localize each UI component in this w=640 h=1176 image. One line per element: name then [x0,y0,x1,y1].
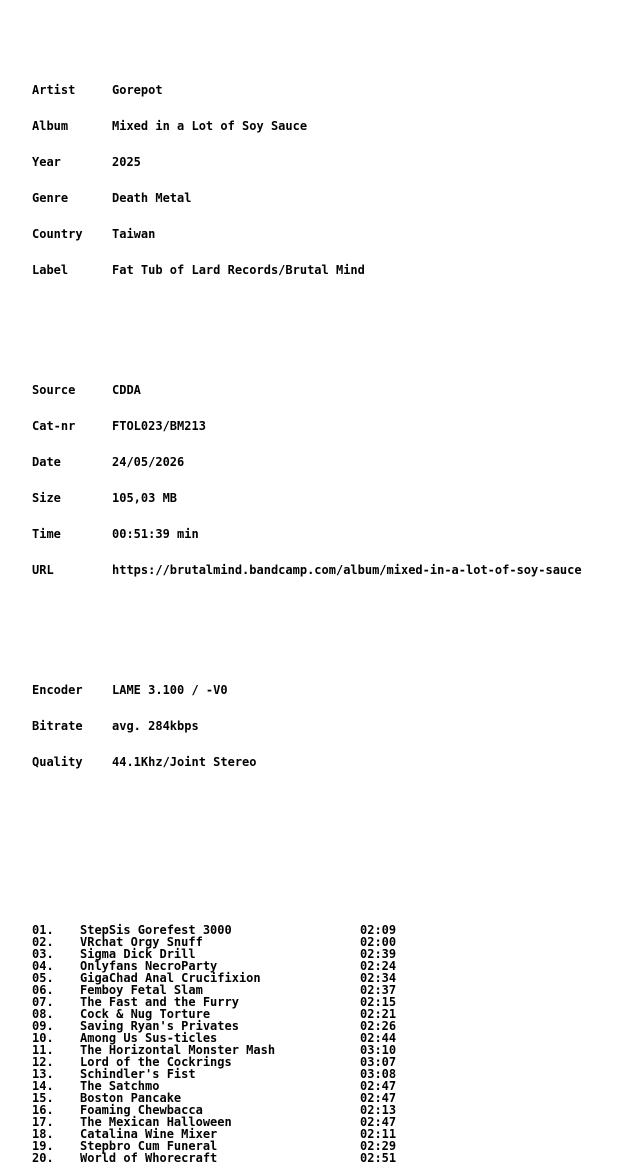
time-row [32,528,582,540]
track-row [32,1020,582,1032]
track-row [32,1032,582,1044]
genre-value: Death Metal [112,191,192,205]
size-row [32,492,582,504]
track-title: VRchat Orgy Snuff [80,935,203,949]
track-row [32,1056,582,1068]
country-label: Country [32,227,83,241]
genre-label: Genre [32,191,69,205]
track-title: Among Us Sus-ticles [80,1031,218,1045]
track-duration: 02:15 [360,995,397,1009]
track-number: 17. [32,1115,54,1129]
track-title: Lord of the Cockrings [80,1055,232,1069]
track-duration: 02:13 [360,1103,397,1117]
track-title: Cock & Nug Torture [80,1007,211,1021]
track-duration: 02:09 [360,923,397,937]
track-number: 04. [32,959,54,973]
track-duration: 02:51 [360,1151,397,1165]
track-number: 09. [32,1019,54,1033]
track-number: 10. [32,1031,54,1045]
track-title: Schindler's Fist [80,1067,196,1081]
track-title: Stepbro Cum Funeral [80,1139,218,1153]
track-row [32,996,582,1008]
track-title: Saving Ryan's Privates [80,1019,239,1033]
nfo-document [32,36,582,1176]
track-number: 05. [32,971,54,985]
track-title: The Fast and the Furry [80,995,239,1009]
spacer [32,324,582,336]
track-duration: 02:34 [360,971,397,985]
bitrate-value: avg. 284kbps [112,719,199,733]
track-duration: 02:39 [360,947,397,961]
track-duration: 02:47 [360,1091,397,1105]
source-value: CDDA [112,383,141,397]
year-row [32,156,582,168]
track-number: 14. [32,1079,54,1093]
track-title: Onlyfans NecroParty [80,959,218,973]
track-number: 12. [32,1055,54,1069]
quality-label: Quality [32,755,83,769]
time-value: 00:51:39 min [112,527,199,541]
track-duration: 03:10 [360,1043,397,1057]
track-number: 13. [32,1067,54,1081]
encoder-label: Encoder [32,683,83,697]
catnr-value: FTOL023/BM213 [112,419,206,433]
url-label: URL [32,563,54,577]
encoder-row [32,684,582,696]
track-number: 20. [32,1151,54,1165]
tracklist [32,924,582,1164]
album-label: Album [32,119,69,133]
bitrate-label: Bitrate [32,719,83,733]
track-duration: 02:44 [360,1031,397,1045]
track-row [32,984,582,996]
encoder-value: LAME 3.100 / -V0 [112,683,228,697]
date-row [32,456,582,468]
track-row [32,1104,582,1116]
source-info-block [32,360,582,600]
artist-row [32,84,582,96]
album-value: Mixed in a Lot of Soy Sauce [112,119,308,133]
track-title: The Satchmo [80,1079,160,1093]
label-value: Fat Tub of Lard Records/Brutal Mind [112,263,365,277]
date-value: 24/05/2026 [112,455,185,469]
track-row [32,960,582,972]
track-number: 06. [32,983,54,997]
track-duration: 02:37 [360,983,397,997]
size-value: 105,03 MB [112,491,178,505]
catnr-row [32,420,582,432]
track-row [32,1092,582,1104]
track-number: 08. [32,1007,54,1021]
size-label: Size [32,491,61,505]
release-info-block [32,60,582,300]
track-duration: 02:00 [360,935,397,949]
spacer [32,624,582,636]
encoding-info-block [32,660,582,792]
track-number: 07. [32,995,54,1009]
track-row [32,1008,582,1020]
track-row [32,972,582,984]
track-row [32,948,582,960]
country-value: Taiwan [112,227,156,241]
year-label: Year [32,155,61,169]
track-number: 01. [32,923,54,937]
track-row [32,936,582,948]
source-row [32,384,582,396]
catnr-label: Cat-nr [32,419,76,433]
quality-row [32,756,582,768]
track-number: 18. [32,1127,54,1141]
track-title: Foaming Chewbacca [80,1103,203,1117]
track-duration: 02:21 [360,1007,397,1021]
track-row [32,1044,582,1056]
track-duration: 02:24 [360,959,397,973]
track-title: The Horizontal Monster Mash [80,1043,276,1057]
track-title: StepSis Gorefest 3000 [80,923,232,937]
track-number: 03. [32,947,54,961]
track-row [32,1140,582,1152]
bitrate-row [32,720,582,732]
track-title: Catalina Wine Mixer [80,1127,218,1141]
track-row [32,1128,582,1140]
artist-value: Gorepot [112,83,163,97]
track-title: GigaChad Anal Crucifixion [80,971,261,985]
track-duration: 03:08 [360,1067,397,1081]
track-row [32,1068,582,1080]
track-duration: 02:47 [360,1079,397,1093]
track-title: World of Whorecraft [80,1151,218,1165]
track-row [32,1116,582,1128]
url-value: https://brutalmind.bandcamp.com/album/mixed-in-a-lot-of-soy-sauce [112,563,582,577]
track-number: 11. [32,1043,54,1057]
track-row [32,924,582,936]
track-duration: 02:29 [360,1139,397,1153]
spacer [32,816,582,900]
track-title: Sigma Dick Drill [80,947,196,961]
track-title: Femboy Fetal Slam [80,983,203,997]
source-label: Source [32,383,76,397]
track-title: Boston Pancake [80,1091,182,1105]
track-row [32,1080,582,1092]
album-row [32,120,582,132]
url-row [32,564,582,576]
country-row [32,228,582,240]
quality-value: 44.1Khz/Joint Stereo [112,755,257,769]
time-label: Time [32,527,61,541]
track-number: 02. [32,935,54,949]
artist-label: Artist [32,83,76,97]
track-number: 19. [32,1139,54,1153]
track-row [32,1152,582,1164]
track-duration: 02:11 [360,1127,397,1141]
genre-row [32,192,582,204]
date-label: Date [32,455,61,469]
track-number: 15. [32,1091,54,1105]
track-duration: 03:07 [360,1055,397,1069]
track-duration: 02:26 [360,1019,397,1033]
label-row [32,264,582,276]
year-value: 2025 [112,155,141,169]
track-title: The Mexican Halloween [80,1115,232,1129]
track-duration: 02:47 [360,1115,397,1129]
track-number: 16. [32,1103,54,1117]
label-label: Label [32,263,69,277]
